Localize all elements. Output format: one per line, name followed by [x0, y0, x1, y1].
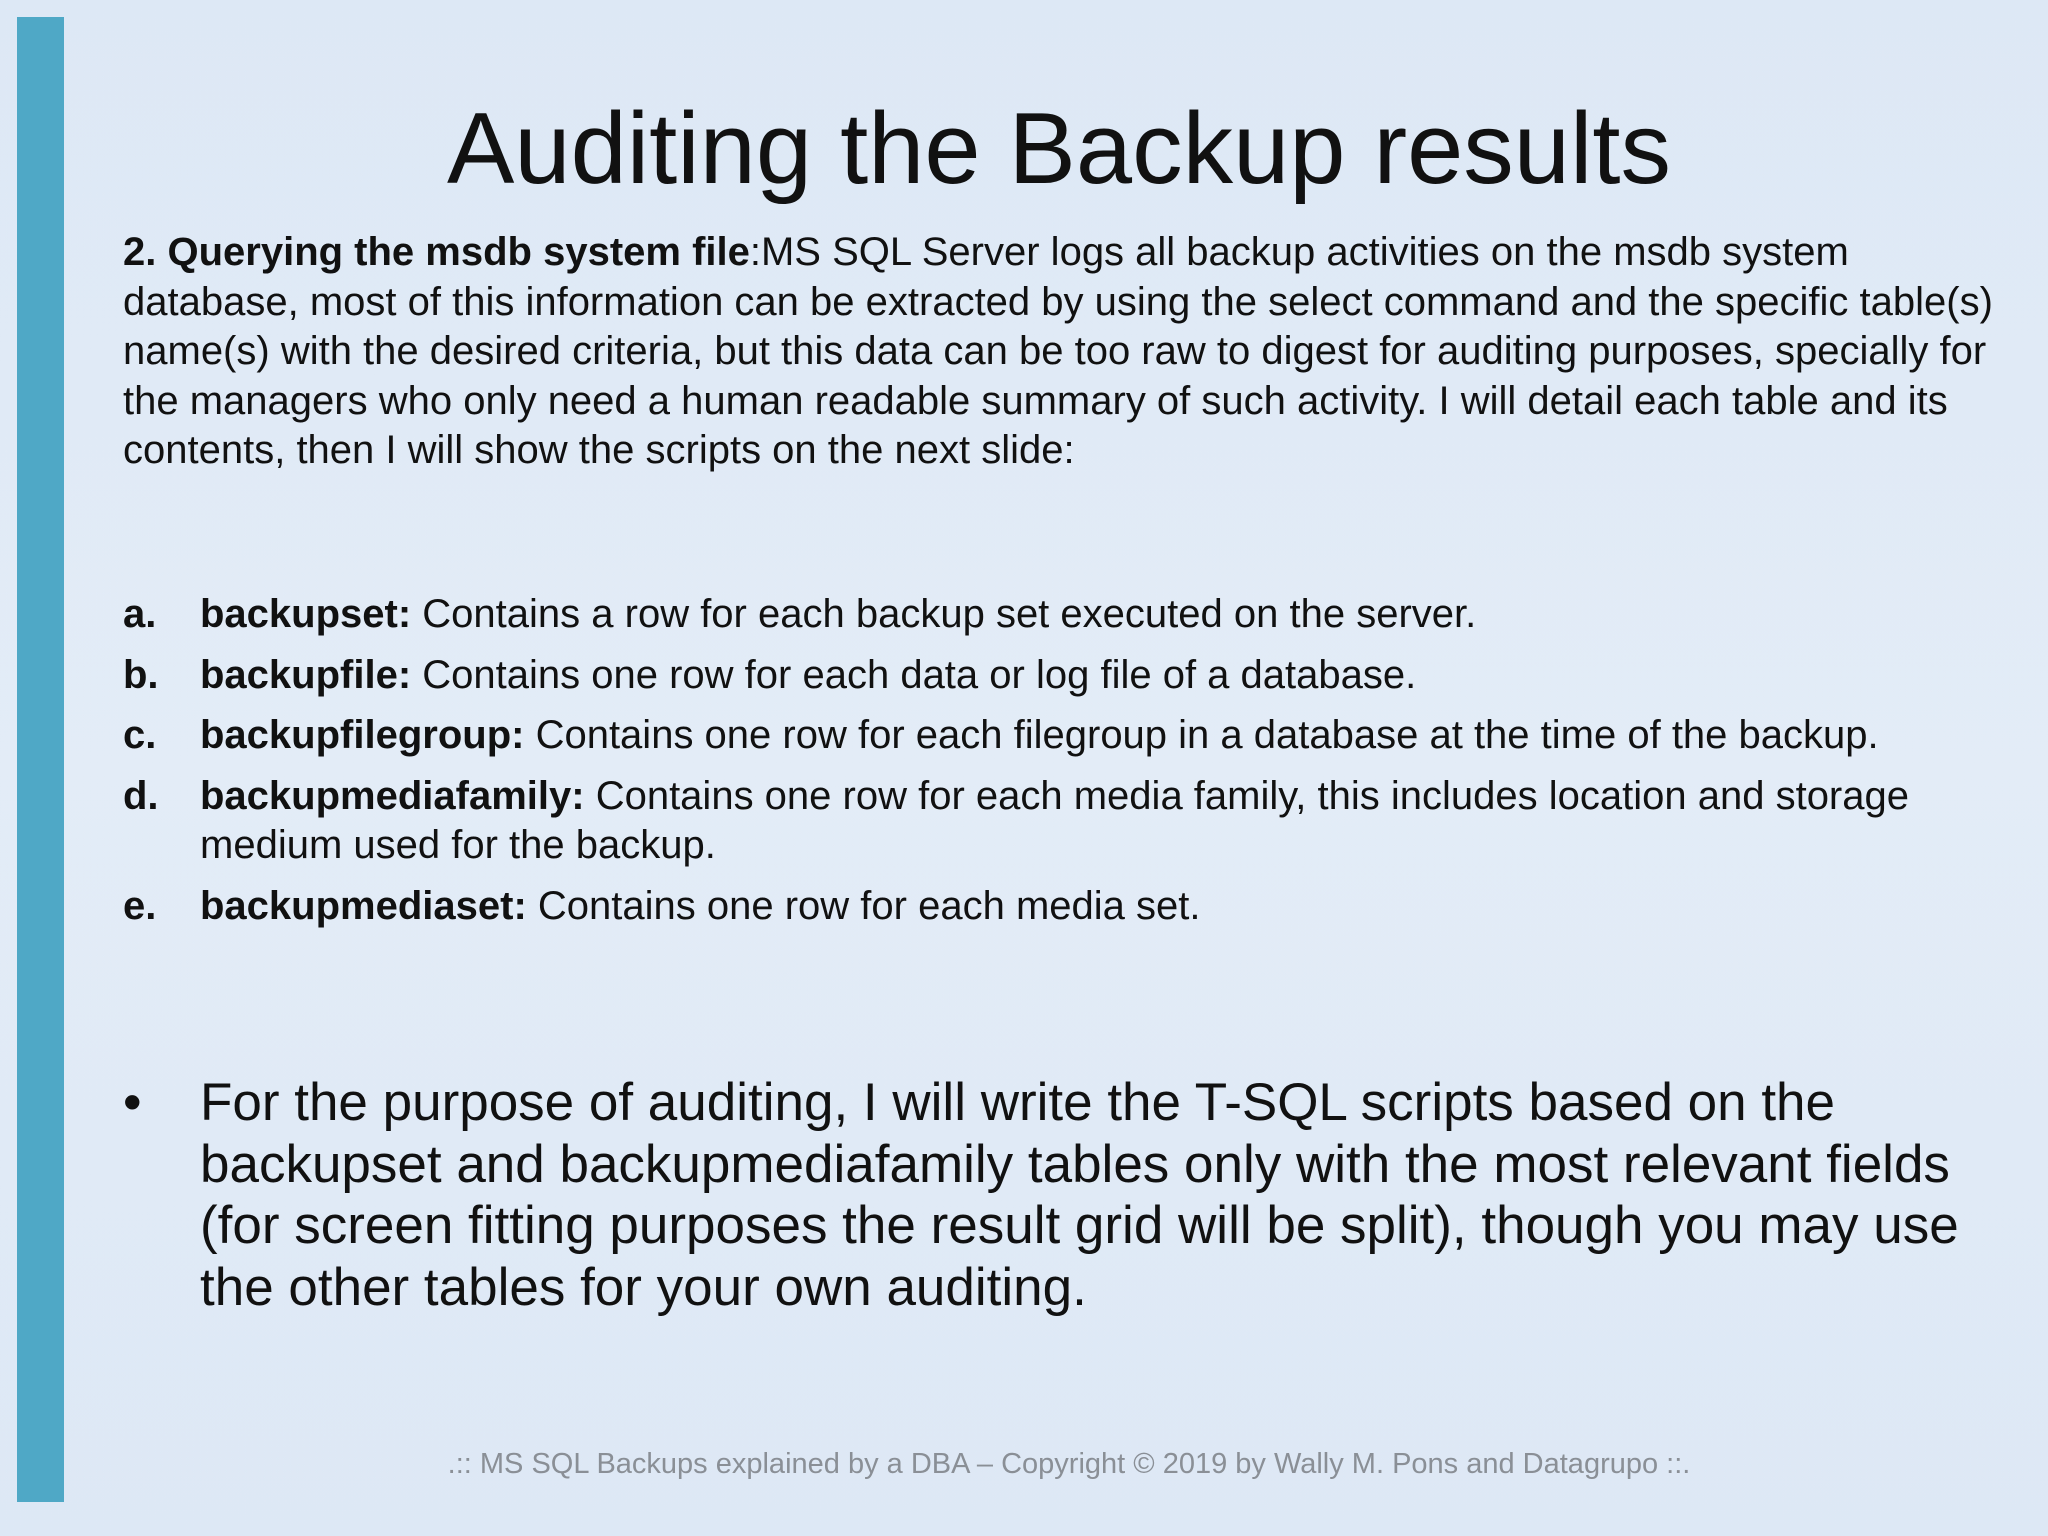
table-name: backupfile: — [200, 652, 412, 697]
table-description: Contains one row for each media set. — [526, 883, 1201, 928]
intro-paragraph — [123, 228, 2003, 476]
table-description: Contains a row for each backup set executed on the server. — [411, 592, 1477, 636]
list-item — [123, 772, 2003, 871]
list-marker: c. — [123, 713, 157, 757]
list-item — [123, 711, 2003, 761]
accent-bar — [17, 17, 64, 1502]
list-item — [123, 590, 2003, 640]
intro-text: :MS SQL Server logs all backup activities on the msdb system database, most of this information can be extracted by using the select command and the specific table(s) name(s) with the desired criteria, but this data can be too raw to digest for auditing purposes, specially for the managers who only need a human readable summary of such activity. I will detail each table and its contents, then I will show the scripts on the next slide: — [123, 230, 1993, 472]
bullet-icon: • — [123, 1073, 142, 1132]
summary-text: For the purpose of auditing, I will write the T-SQL scripts based on the backupset and backupmediafamily tables only with the most relevant fields (for screen fitting purposes the result grid will be split), though you may use the other tables for your own auditing. — [200, 1073, 1959, 1317]
table-name: backupmediaset: — [200, 883, 527, 928]
intro-lead: 2. Querying the msdb system file — [123, 230, 750, 274]
list-item — [123, 882, 2003, 932]
list-marker: b. — [123, 652, 159, 697]
slide-title: Auditing the Backup results — [447, 93, 1671, 205]
table-name: backupfilegroup: — [200, 713, 525, 757]
list-marker: d. — [123, 773, 159, 818]
list-item — [123, 651, 2003, 701]
footer-copyright: .:: MS SQL Backups explained by a DBA – Copyright © 2019 by Wally M. Pons and Datagrupo ::. — [447, 1448, 1691, 1480]
table-description: Contains one row for each data or log file of a database. — [411, 652, 1417, 697]
table-list — [123, 590, 2003, 942]
list-marker: e. — [123, 883, 157, 928]
list-marker: a. — [123, 592, 157, 636]
table-name: backupmediafamily: — [200, 773, 585, 818]
table-description: Contains one row for each filegroup in a database at the time of the backup. — [524, 713, 1879, 757]
table-name: backupset: — [200, 592, 412, 636]
summary-bullet — [123, 1072, 2003, 1318]
table-description: Contains one row for each media family, this includes location and storage medium used for the backup. — [200, 773, 1909, 867]
